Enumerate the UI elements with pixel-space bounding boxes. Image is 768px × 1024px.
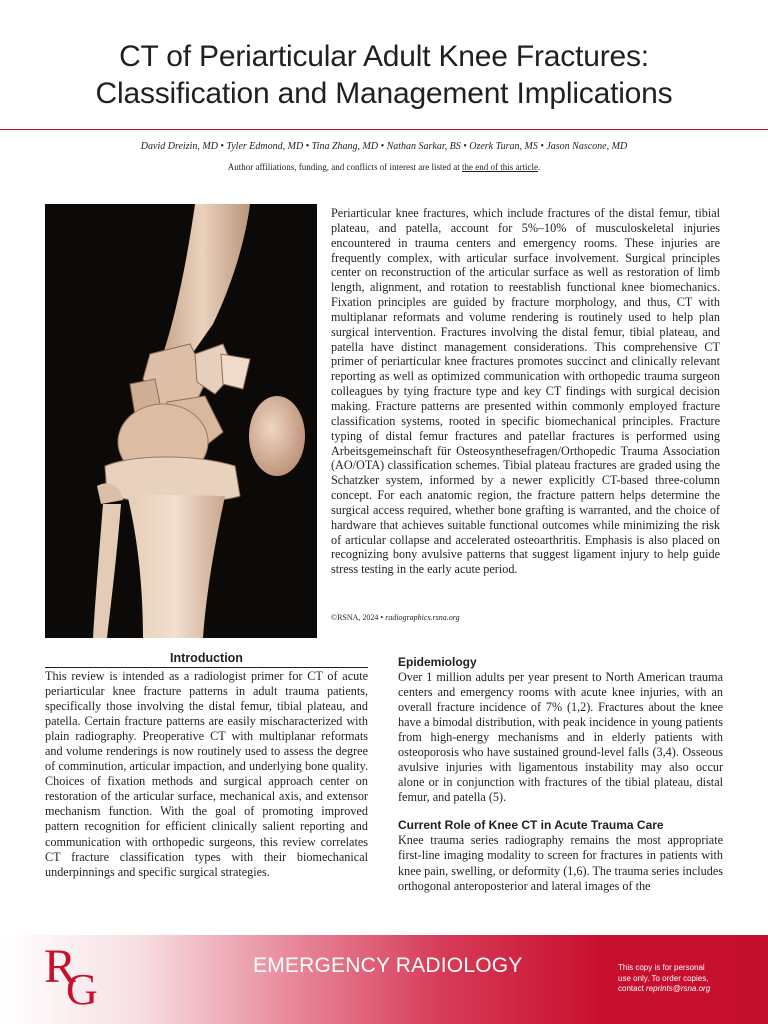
article-title — [0, 38, 768, 112]
knee-bone-illustration — [45, 204, 317, 638]
affiliation-link[interactable]: the end of this article — [462, 162, 538, 172]
abstract-text: Periarticular knee fractures, which include fractures of the distal femur, tibial plateau, and patella, account for 5%–10% of musculoskeletal injuries encountered in trauma centers and emergency rooms. These injuries are frequently complex, with articular surface involvement. Surgical principles center on reconstruction of the articular surface as well as restoration of limb length, alignment, and rotation to reestablish functional knee biomechanics. Fixation principles are guided by fracture morphology, and thus, CT with multiplanar reformats and volume rendering is routinely used to help plan surgical intervention. Fractures involving the distal femur, tibial plateau, and patella have distinct management considerations. This comprehensive CT primer of periarticular knee fractures promotes succinct and clinically relevant reporting as well as optimized communication with orthopedic trauma surgeon colleagues by tying fracture type and key CT findings with surgical decision making. Fracture patterns are presented within commonly employed fracture classification systems, rooted in specific biomechanical principles. Fracture typing of distal femur fractures and patellar fractures is performed using Arbeitsgemeinschaft für Osteosynthesefragen/Orthopedic Trauma Association (AO/OTA) classification schemes. Tibial plateau fractures are graded using the Schatzker system, informed by a newer explicitly CT-based three-column concept. For each anatomic region, the fracture pattern helps determine the surgical access required, whether bone grafting is warranted, and the choice of hardware that achieves suitable functional outcomes while minimizing the risk of articular collapse and accelerated osteoarthritis. Emphasis is also placed on recognizing bony avulsive patterns that suggest ligament injury to help guide stress testing in the early acute period. — [331, 206, 720, 577]
epidemiology-text: Over 1 million adults per year present to North American trauma centers and emergency rooms with acute knee injuries, with an overall fracture incidence of 7% (1,2). Fractures about the knee have a bimodal distribution, with peak incidence in young patients from high-energy mechanisms and in elderly patients with osteoporosis who have sustained ground-level falls (3,4). Osseous avulsive injuries with ligamentous instability may also occur alone or in conjunction with fractures of the tibial plateau, distal femur, and patella (5). — [398, 670, 723, 805]
svg-text:R: R — [44, 940, 77, 993]
reprint-line-2: use only. To order copies, — [618, 973, 709, 983]
journal-url[interactable]: radiographics.rsna.org — [385, 613, 460, 622]
current-role-text: Knee trauma series radiography remains the most appropriate first-line imaging modality to screen for fractures in patients with knee pain, swelling, or deformity (1,6). The trauma series includes orthogonal anteroposterior and lateral images of the — [398, 833, 723, 893]
reprint-notice — [618, 963, 738, 995]
section-label: EMERGENCY RADIOLOGY — [253, 954, 523, 977]
author-list: David Dreizin, MD • Tyler Edmond, MD • Tina Zhang, MD • Nathan Sarkar, BS • Ozerk Turan, MS • Jason Nascone, MD — [140, 141, 628, 152]
reprint-line-3-prefix: contact — [618, 984, 647, 993]
left-column — [45, 651, 368, 880]
affiliation-suffix: . — [538, 162, 541, 172]
introduction-text: This review is intended as a radiologist primer for CT of acute periarticular knee fracture patterns in adult trauma patients, specifically those involving the distal femur, tibial plateau, and patella. Certain fracture patterns are easily mischaracterized with plain radiography. Preoperative CT with multiplanar reformats and volume renderings is now routinely used to assess the degree of comminution, articular impaction, and underlying bone quality. Choices of fixation methods and surgical approach center on restoration of the articular surface, mechanical axis, and extensor mechanism function. With the goal of promoting improved pattern recognition for efficient clinically salient reporting and communication with orthopedic surgeons, this review correlates CT fracture classification types with their biomechanical underpinnings and specific surgical strategies. — [45, 669, 368, 879]
radiographics-logo — [42, 938, 108, 1008]
current-role-heading: Current Role of Knee CT in Acute Trauma Care — [398, 818, 664, 833]
copyright-text: ©RSNA, 2024 • — [331, 613, 386, 622]
epidemiology-heading: Epidemiology — [398, 655, 477, 669]
copyright-line — [331, 613, 460, 622]
affiliation-prefix: Author affiliations, funding, and conflicts of interest are listed at — [227, 162, 463, 172]
title-line-2: Classification and Management Implications — [95, 77, 673, 110]
svg-text:G: G — [66, 965, 98, 1008]
knee-ct-volume-rendering — [45, 204, 317, 638]
right-column — [398, 654, 723, 894]
reprint-email-link[interactable]: reprints@rsna.org — [646, 984, 711, 993]
introduction-heading: Introduction — [170, 651, 243, 665]
affiliation-note — [0, 162, 768, 172]
introduction-rule — [45, 667, 368, 668]
reprint-line-1: This copy is for personal — [618, 963, 705, 972]
title-divider — [0, 129, 768, 130]
title-line-1: CT of Periarticular Adult Knee Fractures: — [119, 40, 649, 73]
section-gap — [398, 805, 723, 817]
